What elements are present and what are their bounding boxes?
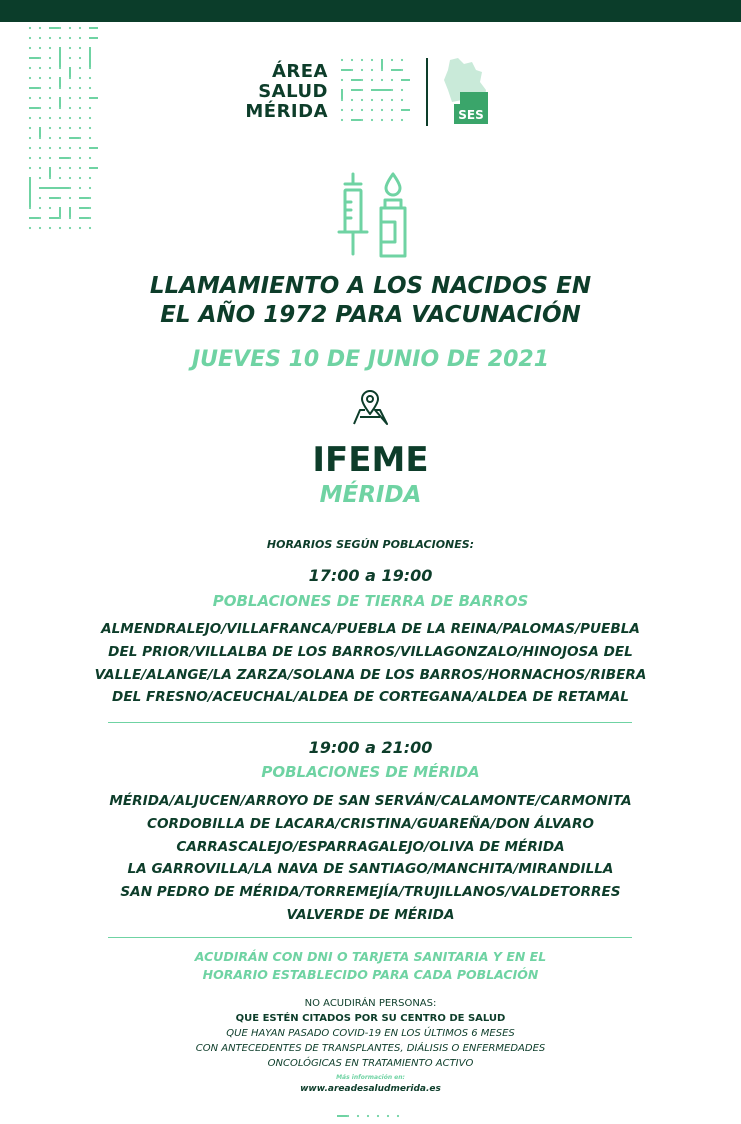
pattern-dot bbox=[39, 207, 41, 209]
pattern-dot bbox=[49, 157, 51, 159]
pattern-dot bbox=[39, 147, 41, 149]
pattern-dot bbox=[69, 67, 71, 77]
pattern-dot bbox=[29, 177, 31, 187]
slot-name: POBLACIONES DE TIERRA DE BARROS bbox=[212, 592, 529, 610]
pattern-dot bbox=[49, 217, 59, 219]
pattern-dot bbox=[361, 119, 363, 121]
title-line: EL AÑO 1972 PARA VACUNACIÓN bbox=[160, 302, 581, 328]
pattern-dot bbox=[79, 197, 89, 199]
area-salud-merida-logo bbox=[238, 62, 328, 122]
vaccination-date: JUEVES 10 DE JUNIO DE 2021 bbox=[191, 347, 550, 372]
pattern-dot bbox=[59, 157, 69, 159]
pattern-dot bbox=[49, 77, 51, 79]
logo-line: SALUD bbox=[258, 81, 328, 102]
pattern-dot bbox=[59, 197, 61, 199]
pattern-dot bbox=[89, 177, 91, 179]
pattern-dot bbox=[59, 217, 61, 219]
bottom-dot-pattern bbox=[336, 1114, 406, 1124]
pattern-dot bbox=[69, 207, 71, 217]
pattern-dot bbox=[371, 69, 373, 71]
pattern-dot bbox=[79, 167, 81, 169]
slot-towns bbox=[60, 618, 681, 709]
pattern-dot bbox=[29, 147, 31, 149]
town-line: VALVERDE DE MÉRIDA bbox=[286, 906, 455, 923]
pattern-dot bbox=[29, 207, 31, 209]
pattern-dot bbox=[381, 79, 383, 81]
pattern-dot bbox=[29, 117, 31, 119]
pattern-dot bbox=[59, 57, 61, 67]
pattern-dot bbox=[79, 57, 81, 59]
pattern-dot bbox=[341, 69, 351, 71]
pattern-dot bbox=[79, 127, 81, 129]
pattern-dot bbox=[39, 37, 41, 39]
slot-towns bbox=[60, 790, 681, 927]
pattern-dot bbox=[59, 97, 61, 107]
pattern-dot bbox=[341, 99, 343, 101]
pattern-dot bbox=[59, 187, 69, 189]
venue-city: MÉRIDA bbox=[319, 482, 422, 508]
logo-divider bbox=[426, 58, 428, 126]
pattern-dot bbox=[89, 227, 91, 229]
vaccine-icon bbox=[336, 172, 412, 262]
pattern-dot bbox=[49, 197, 59, 199]
pattern-dot bbox=[69, 157, 71, 159]
exclusions-heading: NO ACUDIRÁN PERSONAS: bbox=[304, 998, 437, 1009]
pattern-dot bbox=[337, 1115, 347, 1117]
pattern-dot bbox=[69, 87, 71, 89]
pattern-dot bbox=[391, 59, 393, 61]
pattern-dot bbox=[29, 157, 31, 159]
pattern-dot bbox=[89, 27, 98, 29]
pattern-dot bbox=[29, 167, 31, 169]
pattern-dot bbox=[69, 37, 71, 39]
pattern-dot bbox=[49, 97, 51, 99]
pattern-dot bbox=[59, 77, 61, 87]
pattern-dot bbox=[391, 79, 393, 81]
pattern-dot bbox=[59, 147, 61, 149]
map-pin-icon bbox=[350, 390, 390, 428]
logo-dot-pattern bbox=[340, 58, 410, 124]
pattern-dot bbox=[59, 47, 61, 57]
pattern-dot bbox=[79, 27, 81, 29]
town-line: DEL PRIOR/VILLALBA DE LOS BARROS/VILLAGONZALO/HINOJOSA DEL bbox=[108, 643, 633, 660]
pattern-dot bbox=[401, 79, 410, 81]
notice-line: ACUDIRÁN CON DNI O TARJETA SANITARIA Y EN EL bbox=[194, 949, 547, 964]
pattern-dot bbox=[49, 137, 51, 139]
pattern-dot bbox=[89, 207, 91, 209]
pattern-dot bbox=[29, 27, 31, 29]
exclusion-line: QUE HAYAN PASADO COVID-19 EN LOS ÚLTIMOS 6 MESES bbox=[226, 1028, 515, 1039]
pattern-dot bbox=[39, 107, 41, 109]
pattern-dot bbox=[29, 77, 31, 79]
pattern-dot bbox=[89, 197, 91, 199]
pattern-dot bbox=[79, 207, 89, 209]
logo-line: MÉRIDA bbox=[245, 101, 328, 122]
pattern-dot bbox=[391, 99, 393, 101]
pattern-dot bbox=[69, 107, 71, 109]
pattern-dot bbox=[29, 137, 31, 139]
pattern-dot bbox=[29, 217, 39, 219]
pattern-dot bbox=[361, 79, 363, 81]
pattern-dot bbox=[401, 109, 410, 111]
pattern-dot bbox=[49, 227, 51, 229]
syringe-icon bbox=[339, 174, 367, 254]
pattern-dot bbox=[59, 177, 61, 179]
pattern-dot bbox=[69, 137, 79, 139]
pattern-dot bbox=[39, 227, 41, 229]
exclusions-list bbox=[60, 996, 681, 1071]
town-line: CARRASCALEJO/ESPARRAGALEJO/OLIVA DE MÉRIDA bbox=[176, 838, 565, 855]
schedule-heading: HORARIOS SEGÚN POBLACIONES: bbox=[266, 538, 475, 551]
ses-green-block bbox=[460, 92, 488, 104]
pattern-dot bbox=[59, 117, 61, 119]
vial-icon bbox=[381, 174, 405, 256]
page-title bbox=[60, 272, 681, 330]
pattern-dot bbox=[69, 177, 71, 179]
pattern-dot bbox=[39, 167, 41, 169]
pattern-dot bbox=[39, 197, 41, 199]
pattern-dot bbox=[371, 119, 373, 121]
pattern-dot bbox=[59, 167, 61, 169]
pattern-dot bbox=[39, 127, 41, 137]
pattern-dot bbox=[381, 59, 383, 69]
pattern-dot bbox=[361, 59, 363, 61]
pattern-dot bbox=[341, 59, 343, 61]
pattern-dot bbox=[79, 177, 81, 179]
pattern-dot bbox=[79, 157, 81, 159]
pattern-dot bbox=[29, 67, 31, 69]
pattern-dot bbox=[39, 67, 41, 69]
exclusion-line: ONCOLÓGICAS EN TRATAMIENTO ACTIVO bbox=[267, 1058, 474, 1069]
website-link[interactable]: www.areadesaludmerida.es bbox=[300, 1084, 441, 1094]
pattern-dot bbox=[49, 187, 59, 189]
slot-name: POBLACIONES DE MÉRIDA bbox=[261, 763, 480, 781]
ses-logo bbox=[442, 56, 492, 126]
pattern-dot bbox=[79, 67, 81, 69]
pattern-dot bbox=[341, 79, 343, 81]
pattern-dot bbox=[351, 79, 361, 81]
pattern-dot bbox=[381, 99, 383, 101]
pattern-dot bbox=[341, 109, 343, 111]
pattern-dot bbox=[401, 119, 403, 121]
pattern-dot bbox=[49, 177, 51, 179]
pattern-dot bbox=[59, 67, 61, 69]
pattern-dot bbox=[29, 227, 31, 229]
pattern-dot bbox=[89, 137, 91, 139]
pattern-dot bbox=[401, 59, 403, 61]
town-line: DEL FRESNO/ACEUCHAL/ALDEA DE CORTEGANA/ALDEA DE RETAMAL bbox=[112, 689, 629, 706]
pattern-dot bbox=[79, 87, 81, 89]
pattern-dot bbox=[39, 57, 41, 59]
pattern-dot bbox=[79, 47, 81, 49]
exclusion-emphasis: QUE ESTÉN CITADOS POR SU CENTRO DE SALUD bbox=[235, 1013, 506, 1024]
pattern-dot bbox=[361, 89, 363, 91]
pattern-dot bbox=[391, 119, 393, 121]
pattern-dot bbox=[351, 69, 353, 71]
pattern-dot bbox=[79, 77, 81, 79]
pattern-dot bbox=[361, 109, 363, 111]
pattern-dot bbox=[39, 177, 41, 179]
pattern-dot bbox=[69, 127, 71, 129]
pattern-dot bbox=[391, 89, 393, 91]
pattern-dot bbox=[39, 47, 41, 49]
pattern-dot bbox=[29, 97, 31, 99]
pattern-dot bbox=[59, 227, 61, 229]
pattern-dot bbox=[49, 37, 51, 39]
pattern-dot bbox=[49, 47, 51, 49]
pattern-dot bbox=[49, 147, 51, 149]
pattern-dot bbox=[89, 77, 91, 79]
slot-time: 19:00 a 21:00 bbox=[308, 738, 433, 757]
pattern-dot bbox=[361, 69, 363, 71]
pattern-dot bbox=[29, 107, 39, 109]
dot-pattern-decoration bbox=[28, 26, 98, 230]
pattern-dot bbox=[351, 109, 353, 111]
venue-name: IFEME bbox=[312, 440, 429, 480]
pattern-dot bbox=[89, 147, 98, 149]
pattern-dot bbox=[89, 47, 91, 57]
pattern-dot bbox=[89, 167, 98, 169]
pattern-dot bbox=[79, 227, 81, 229]
slot-time: 17:00 a 19:00 bbox=[308, 566, 433, 585]
pattern-dot bbox=[39, 77, 41, 79]
pattern-dot bbox=[89, 157, 91, 159]
pattern-dot bbox=[89, 217, 91, 219]
pattern-dot bbox=[401, 99, 403, 101]
pattern-dot bbox=[39, 87, 41, 89]
pattern-dot bbox=[29, 37, 31, 39]
pattern-dot bbox=[381, 119, 383, 121]
notice-line: HORARIO ESTABLECIDO PARA CADA POBLACIÓN bbox=[202, 967, 539, 982]
pattern-dot bbox=[39, 157, 41, 159]
pattern-dot bbox=[49, 107, 51, 109]
pattern-dot bbox=[69, 227, 71, 229]
pattern-dot bbox=[89, 187, 91, 189]
pattern-dot bbox=[371, 59, 373, 61]
title-line: LLAMAMIENTO A LOS NACIDOS EN bbox=[149, 273, 592, 299]
pattern-dot bbox=[69, 97, 71, 99]
pattern-dot bbox=[371, 99, 373, 101]
pattern-dot bbox=[29, 197, 31, 207]
town-line: CORDOBILLA DE LACARA/CRISTINA/GUAREÑA/DON ÁLVARO bbox=[147, 815, 594, 832]
pattern-dot bbox=[371, 89, 381, 91]
pattern-dot bbox=[59, 27, 61, 29]
pattern-dot bbox=[391, 109, 393, 111]
exclusion-line: CON ANTECEDENTES DE TRANSPLANTES, DIÁLISIS O ENFERMEDADES bbox=[195, 1043, 546, 1054]
pattern-dot bbox=[69, 57, 71, 59]
logo-line: ÁREA bbox=[271, 61, 328, 82]
pattern-dot bbox=[89, 67, 91, 69]
pattern-dot bbox=[381, 89, 391, 91]
pattern-dot bbox=[69, 197, 71, 199]
pattern-dot bbox=[39, 217, 41, 219]
pattern-dot bbox=[89, 117, 91, 119]
pattern-dot bbox=[79, 187, 81, 189]
pattern-dot bbox=[49, 67, 51, 69]
pattern-dot bbox=[49, 127, 51, 129]
pattern-dot bbox=[79, 217, 89, 219]
pattern-dot bbox=[381, 109, 383, 111]
pattern-dot bbox=[79, 107, 81, 109]
pattern-dot bbox=[387, 1115, 389, 1117]
pattern-dot bbox=[341, 119, 343, 121]
pattern-dot bbox=[89, 107, 91, 109]
pattern-dot bbox=[351, 89, 361, 91]
pattern-dot bbox=[29, 127, 31, 129]
pattern-dot bbox=[29, 57, 39, 59]
town-line: SAN PEDRO DE MÉRIDA/TORREMEJÍA/TRUJILLANOS/VALDETORRES bbox=[120, 884, 621, 901]
pattern-dot bbox=[377, 1115, 379, 1117]
pattern-dot bbox=[401, 89, 403, 91]
ses-label: SES bbox=[458, 108, 484, 122]
pattern-dot bbox=[79, 97, 81, 99]
town-line: ALMENDRALEJO/VILLAFRANCA/PUEBLA DE LA REINA/PALOMAS/PUEBLA bbox=[101, 621, 640, 637]
pattern-dot bbox=[59, 127, 61, 129]
pattern-dot bbox=[89, 127, 91, 129]
pattern-dot bbox=[397, 1115, 399, 1117]
pattern-dot bbox=[39, 97, 41, 99]
pattern-dot bbox=[391, 69, 401, 71]
more-info-label: Más información en: bbox=[336, 1074, 405, 1081]
pattern-dot bbox=[69, 27, 71, 29]
pattern-dot bbox=[341, 89, 343, 99]
pattern-dot bbox=[39, 137, 41, 139]
pattern-dot bbox=[69, 147, 71, 149]
pattern-dot bbox=[59, 137, 61, 139]
pattern-dot bbox=[351, 119, 361, 121]
town-line: MÉRIDA/ALJUCEN/ARROYO DE SAN SERVÁN/CALAMONTE/CARMONITA bbox=[109, 793, 632, 809]
pattern-dot bbox=[371, 109, 373, 111]
pattern-dot bbox=[59, 87, 61, 89]
pattern-dot bbox=[39, 187, 49, 189]
town-line: LA GARROVILLA/LA NAVA DE SANTIAGO/MANCHITA/MIRANDILLA bbox=[127, 861, 614, 878]
pattern-dot bbox=[69, 117, 71, 119]
pattern-dot bbox=[89, 37, 98, 39]
pattern-dot bbox=[39, 117, 41, 119]
pattern-dot bbox=[401, 69, 403, 71]
pattern-dot bbox=[49, 27, 59, 29]
top-bar bbox=[0, 0, 741, 22]
pattern-dot bbox=[49, 87, 51, 89]
pattern-dot bbox=[89, 57, 91, 67]
pattern-dot bbox=[39, 27, 41, 29]
pattern-dot bbox=[79, 37, 81, 39]
pattern-dot bbox=[69, 187, 71, 189]
pattern-dot bbox=[79, 137, 81, 139]
section-divider bbox=[108, 722, 632, 723]
pattern-dot bbox=[79, 117, 81, 119]
pattern-dot bbox=[29, 47, 31, 49]
section-divider bbox=[108, 937, 632, 938]
pattern-dot bbox=[59, 37, 61, 39]
pattern-dot bbox=[367, 1115, 369, 1117]
pattern-dot bbox=[351, 99, 353, 101]
pattern-dot bbox=[59, 207, 61, 217]
attendance-notice bbox=[60, 948, 681, 984]
pattern-dot bbox=[371, 79, 373, 81]
pattern-dot bbox=[69, 77, 71, 79]
pattern-dot bbox=[361, 99, 363, 101]
pattern-dot bbox=[69, 217, 71, 219]
pattern-dot bbox=[381, 69, 383, 71]
pattern-dot bbox=[69, 47, 71, 49]
pattern-dot bbox=[89, 97, 98, 99]
pattern-dot bbox=[29, 187, 31, 197]
pattern-dot bbox=[59, 107, 61, 109]
pattern-dot bbox=[49, 57, 51, 59]
pattern-dot bbox=[347, 1115, 349, 1117]
pattern-dot bbox=[89, 87, 91, 89]
pattern-dot bbox=[49, 167, 51, 177]
pattern-dot bbox=[79, 147, 81, 149]
pattern-dot bbox=[69, 167, 71, 169]
town-line: VALLE/ALANGE/LA ZARZA/SOLANA DE LOS BARROS/HORNACHOS/RIBERA bbox=[94, 666, 647, 683]
pattern-dot bbox=[49, 117, 51, 119]
pattern-dot bbox=[49, 207, 51, 209]
pattern-dot bbox=[357, 1115, 359, 1117]
pattern-dot bbox=[29, 87, 39, 89]
pattern-dot bbox=[351, 59, 353, 61]
